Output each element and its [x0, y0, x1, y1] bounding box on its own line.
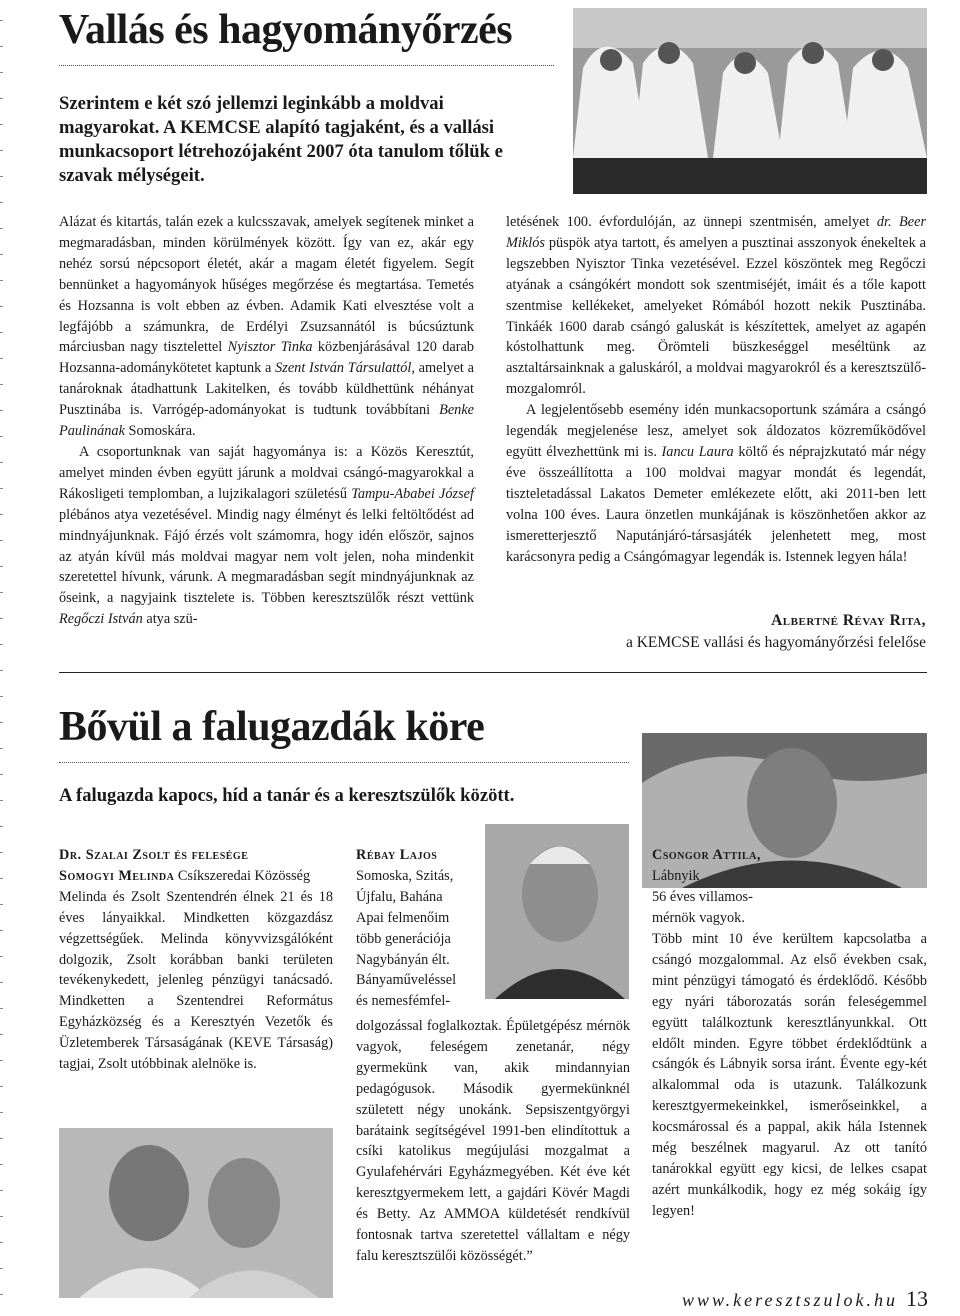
profile-rebay-line: és nemesfémfel-: [356, 993, 451, 1010]
profile-rebay-line: Bányaműveléssel: [356, 972, 457, 989]
profile-csongor-line: Lábnyik: [652, 867, 700, 884]
profile-rebay-text: dolgozással foglalkoztak. Épületgépész mérnök vagyok, feleségem zenetanár, négy gyermekünk van, akik mindannyian pedagógusok. Második gyermekünknél született négy unokánk. Sepsiszentgyörgyi barátaink segítségével 1991-ben elindítottuk a csíki katolikus megújulási mozgalmat a Gyulafehérvári Egyházmegyében. Két éve két keresztgyermekem lett, a gajdári Kövér Magdi és Betty. Az AMMOA küldetését rendkívül fontosnak tartva szeretettel vállaltam e négy falu keresztszülői közösségét.”: [356, 1018, 630, 1264]
article2-title: Bővül a falugazdák köre: [59, 704, 485, 750]
profile-rebay-line: Somoska, Szitás,: [356, 867, 454, 884]
article-title: Vallás és hagyományőrzés: [59, 7, 513, 53]
profile-rebay-line: Nagybányán élt.: [356, 951, 450, 968]
singing-women-photo: [573, 8, 927, 194]
article2-subtitle: A falugazda kapocs, híd a tanár és a keresztszülők között.: [59, 785, 515, 806]
profile-csongor-head: [652, 845, 927, 929]
rebay-lajos-photo: [485, 824, 629, 999]
profile-rebay-line: Apai felmenőim: [356, 909, 450, 926]
profile-rebay-line: több generációja: [356, 930, 451, 947]
page-number: 13: [906, 1286, 928, 1311]
profile-rebay-name: Rébay Lajos: [356, 847, 438, 863]
profile-szalai-name2: Somogyi Melinda: [59, 867, 175, 884]
profile-szalai-text: Melinda és Zsolt Szentendrén élnek 21 és 18 éves lányaikkal. Mindketten közgazdász végzettségűek. Melinda könyvvizsgálóként dolgozik, Zsolt korábban banki területen tevékenykedett, jelenleg pénzügyi tanácsadó. Mindketten a Szentendrei Református Egyházközség és a Keresztyén Vezetők és Üzletemberek Társaságának (KEVE Társaság) tagjai, Zsolt utóbbinak alelnöke is.: [59, 888, 333, 1073]
profile-rebay-line: Újfalu, Bahána: [356, 888, 443, 905]
article-lead: Szerintem e két szó jellemzi leginkább a moldvai magyarokat. A KEMCSE alapító tagjaként, és a vallási munkacsoport létrehozójaként 2007 óta tanulom tőlük e szavak mélységeit.: [59, 93, 503, 186]
title-rule-2: [59, 762, 629, 763]
szalai-couple-photo: [59, 1128, 333, 1298]
profile-rebay-head: [356, 845, 476, 1012]
profile-csongor-name: Csongor Attila,: [652, 847, 761, 863]
article1-column2: letésének 100. évfordulóján, az ünnepi szentmisén, amelyet dr. Beer Miklós püspök atya tartott, és amelyen a pusztinai asszonyok énekeltek a legszebben Nyisztor Tinka vezetésével. Ezzel köszöntek meg Regőczi atyának a csángókért mondott sok szentmiséjét, imáit és a tőle kapott szentmise kellékeket, amelyeket Rómából hozott nekik Pusztinába. Tinkáék 1600 darab csángó galuskát is készítettek, amelyet az agapén kóstolhattunk meg. Örömteli büszkeséggel meséltünk az asztaltársainknak a galuskáról, a moldvai magyarokról és a keresztszülő-mozgalomról. A legjelentősebb esemény idén munkacsoportunk számára a csángó legendák megjelenése lesz, amelyet sok áldozatos közreműködővel együtt élvezhettünk mi is. Iancu Laura költő és néprajzkutató már négy éve összeállította a 100 moldvai magyar mondát és legendát, tiszteletadással Lakatos Demeter emlékezete előtt, aki 2011-ben lett volna 100 éves. Laura önzetlen munkájának is köszönhetően akkor az ismeretterjesztő Naputánjáró-társasjáték jelenhetett meg, most karácsonyra pedig a Csángómagyar legendák is. Istennek legyen hála!: [506, 214, 927, 565]
signature-name: Albertné Révay Rita,: [771, 612, 926, 629]
profile-szalai: [59, 845, 333, 1075]
profile-csongor-text: Több mint 10 éve kerültem kapcsolatba a csángó mozgalommal. Az első években csak, mint pénzügyi támogató és érdeklődő. Később egy nyári táborozatás során feleségemmel együtt találkoztunk keresztlányunkkal. Ott eldőlt minden. Egyre többet érdeklődtünk a csángók és Lábnyik sorsa iránt. Évente egy-két alkalommal oda is utazunk. Találkozunk keresztgyermekeinkkel, ismerőseinkkel, a kocsmárossal és a pappal, akik hála Istennek még beszélnek magyarul. Az ott tanító tanárokkal együtt egy kicsi, de lelkes csapat azért munkálkodik, hogy ez még sokáig így legyen!: [652, 931, 927, 1219]
article1-column1: Alázat és kitartás, talán ezek a kulcsszavak, amelyek segítenek minket a megmaradásban, minden körülmények között. Így van ez, akár egy nehéz sorsú népcsoport életét, akár a magam életét figyelem. Segít bennünket a hagyományok hűséges megőrzése és megtartása. Temetés és Hozsanna is volt ebben az évben. Adamik Kati elvesztése volt a legfájóbb a számunkra, de Erdélyi Zsuzsannától is búcsúztunk márciusban nagy tisztelettel Nyisztor Tinka közbenjárásával 120 darab Hozsanna-adománykötetet kaptunk a Szent István Társulattól, amelyet a tanároknak átadhattunk Lakitelken, és tovább küldhettünk néhányat Pusztinába is. Varrógép-adományokat is tudtunk továbbítani Benke Paulinának Somoskára. A csoportunknak van saját hagyománya is: a Közös Keresztút, amelyet minden évben együtt járunk a moldvai csángó-magyarokkal a Rákosligeti templomban, a lujzikalagori születésű Tampu-Ababei József plébános atya vezetésével. Mindig nagy élményt és lelki feltöltődést ad mindnyájunknak. Fájó érzés volt számomra, hogy idén először, sajnos az atyán kívül más moldvai magyar nem volt jelen, noha mindenkit szeretettel hívunk, várunk. A megmaradásban segít mindnyájunknak az őseink, a nagyjaink tisztelete is. Többen keresztszülők részt vettünk Regőczi István atya szü-: [59, 214, 475, 628]
section-divider: [59, 672, 927, 673]
margin-ticks: [0, 0, 8, 1316]
signature-role: a KEMCSE vallási és hagyományőrzési felelőse: [625, 634, 926, 651]
title-rule: [59, 65, 554, 66]
profile-csongor-line: mérnök vagyok.: [652, 909, 745, 926]
footer-url: www.keresztszulok.hu: [682, 1290, 898, 1310]
profile-csongor-line: 56 éves villamos-: [652, 888, 753, 905]
profile-szalai-name: Dr. Szalai Zsolt és felesége: [59, 847, 249, 863]
profile-szalai-place: Csíkszeredai Közösség: [177, 867, 311, 884]
signature: [506, 610, 926, 654]
